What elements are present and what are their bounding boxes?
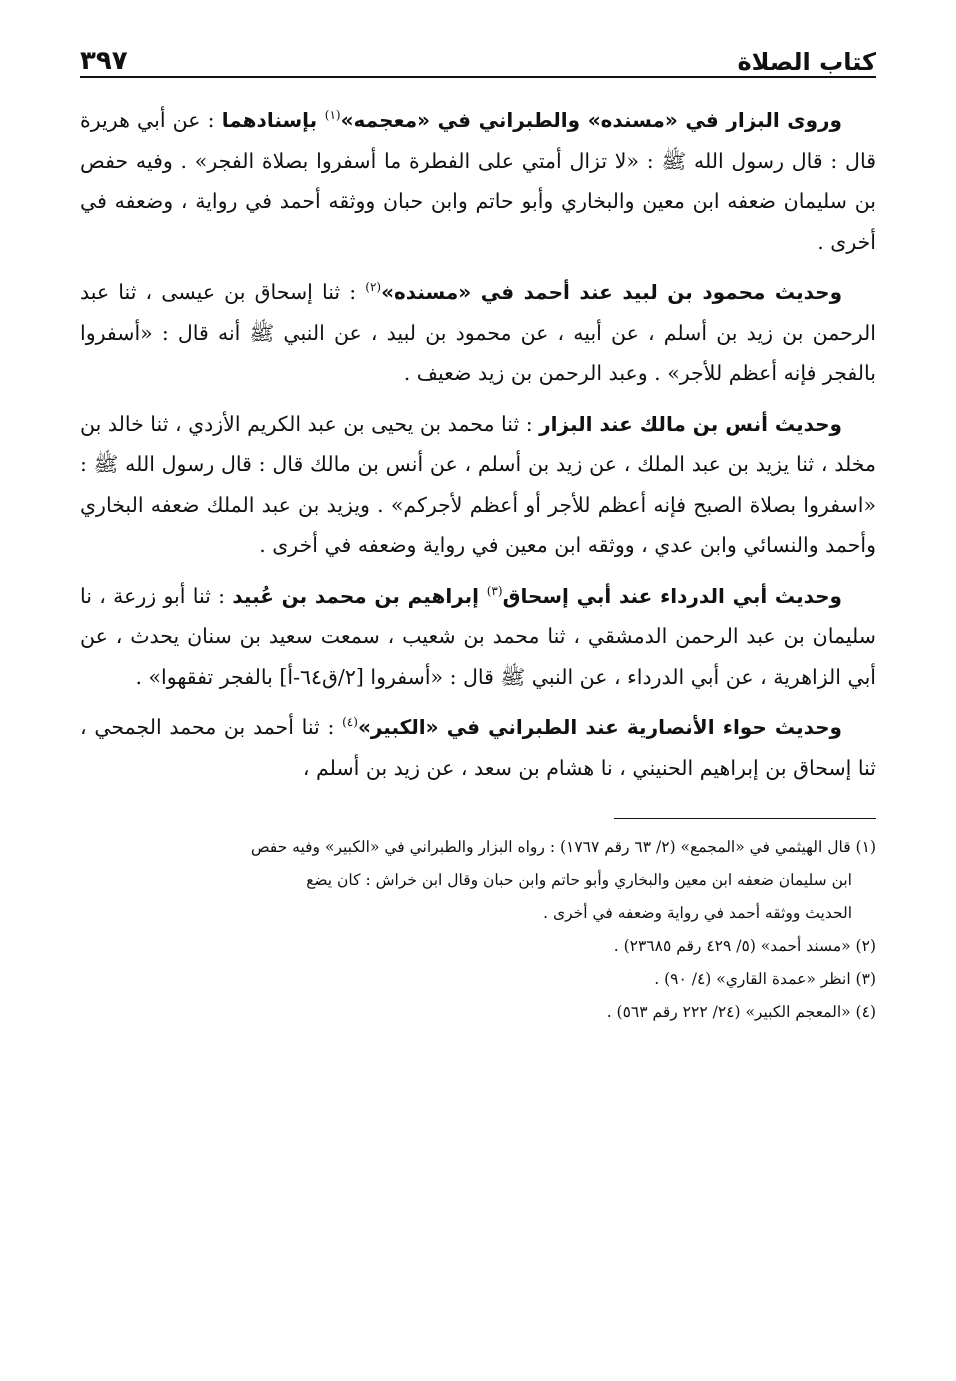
footnote-marker: (٤) — [342, 715, 358, 730]
footnote-separator — [614, 818, 876, 819]
paragraph-body: : ثنا أبو زرعة ، نا سليمان بن عبد الرحمن الدمشقي ، ثنا محمد بن شعيب ، سمعت سعيد بن سنان يحدث ، عن أبي الزاهرية ، عن أبي الدرداء ، عن النبي ﷺ قال : «أسفروا [٢/ق٦٤-أ] بالفجر تفقهوا» . — [80, 583, 876, 689]
paragraph-body: : ثنا محمد بن يحيى بن عبد الكريم الأزدي ، ثنا خالد بن مخلد ، ثنا يزيد بن عبد الملك ، عن زيد بن أسلم ، عن أنس بن مالك قال : قال رسول الله ﷺ : «اسفروا بصلاة الصبح فإنه أعظم للأجر أو أعظم لأجركم» . ويزيد بن عبد الملك ضعفه البخاري وأحمد والنسائي وابن عدي ، ووثقه ابن معين في رواية وضعفه في أخرى . — [80, 411, 876, 557]
paragraph-lead: وحديث حواء الأنصارية عند الطبراني في «الكبير» — [357, 715, 842, 739]
running-title: كتاب الصلاة — [737, 48, 876, 76]
footnote-marker: (٣) — [486, 583, 503, 598]
paragraph-abu-hurayra — [80, 100, 876, 262]
paragraph-lead-continued: بإسنادهما — [221, 108, 325, 132]
footnote-line: (١) قال الهيثمي في «المجمع» (٢/ ٦٣ رقم ١٧٦٧) : رواه البزار والطبراني في «الكبير» وفيه حفص — [250, 838, 876, 856]
footnote-marker: (١) — [324, 108, 341, 123]
paragraph-body: : ثنا إسحاق بن عيسى ، ثنا عبد الرحمن بن زيد بن أسلم ، عن أبيه ، عن محمود بن لبيد ، عن النبي ﷺ أنه قال : «أسفروا بالفجر فإنه أعظم للأجر» . وعبد الرحمن بن زيد ضعيف . — [80, 280, 876, 385]
book-page — [80, 28, 876, 1029]
page-number: ٣٩٧ — [80, 46, 128, 76]
paragraph-abu-al-darda — [80, 576, 876, 698]
paragraph-lead: وحديث أبي الدرداء عند أبي إسحاق — [502, 583, 842, 608]
footnote-marker: (٢) — [365, 280, 382, 295]
paragraph-anas-ibn-malik — [80, 404, 876, 566]
footnote-line: الحديث ووثقه أحمد في رواية وضعفه في أخرى . — [543, 904, 852, 922]
footnote-line: ابن سليمان ضعفه ابن معين والبخاري وأبو حاتم وابن حبان وقال ابن خراش : كان يضع — [306, 871, 852, 889]
paragraph-mahmud-ibn-labid — [80, 272, 876, 394]
paragraph-hawwa-al-ansariyya — [80, 707, 876, 788]
paragraph-lead: وحديث أنس بن مالك عند البزار — [539, 411, 842, 436]
footnote-line: (٢) «مسند أحمد» (٥/ ٤٢٩ رقم ٢٣٦٨٥) . — [613, 937, 876, 955]
running-header — [80, 28, 876, 78]
paragraph-body: : ثنا أحمد بن محمد الجمحي ، ثنا إسحاق بن إبراهيم الحنيني ، نا هشام بن سعد ، عن زيد بن أسلم ، — [80, 715, 876, 780]
main-text — [80, 100, 876, 788]
footnote-line: (٣) انظر «عمدة القاري» (٤/ ٩٠) . — [654, 970, 876, 988]
paragraph-lead: وروى البزار في «مسنده» والطبراني في «معجمه» — [340, 108, 842, 132]
footnotes — [80, 831, 876, 1029]
footnote-line: (٤) «المعجم الكبير» (٢٤/ ٢٢٢ رقم ٥٦٣) . — [606, 1003, 876, 1021]
paragraph-lead-continued: إبراهيم بن محمد بن عُبيد — [232, 583, 487, 608]
paragraph-body: : عن أبي هريرة قال : قال رسول الله ﷺ : «لا تزال أمتي على الفطرة ما أسفروا بصلاة الفجر» . وفيه حفص بن سليمان ضعفه ابن معين والبخاري وأبو حاتم وابن حبان ووثقه أحمد في رواية ، وضعفه في أخرى . — [80, 108, 876, 254]
paragraph-lead: وحديث محمود بن لبيد عند أحمد في «مسنده» — [381, 280, 843, 304]
